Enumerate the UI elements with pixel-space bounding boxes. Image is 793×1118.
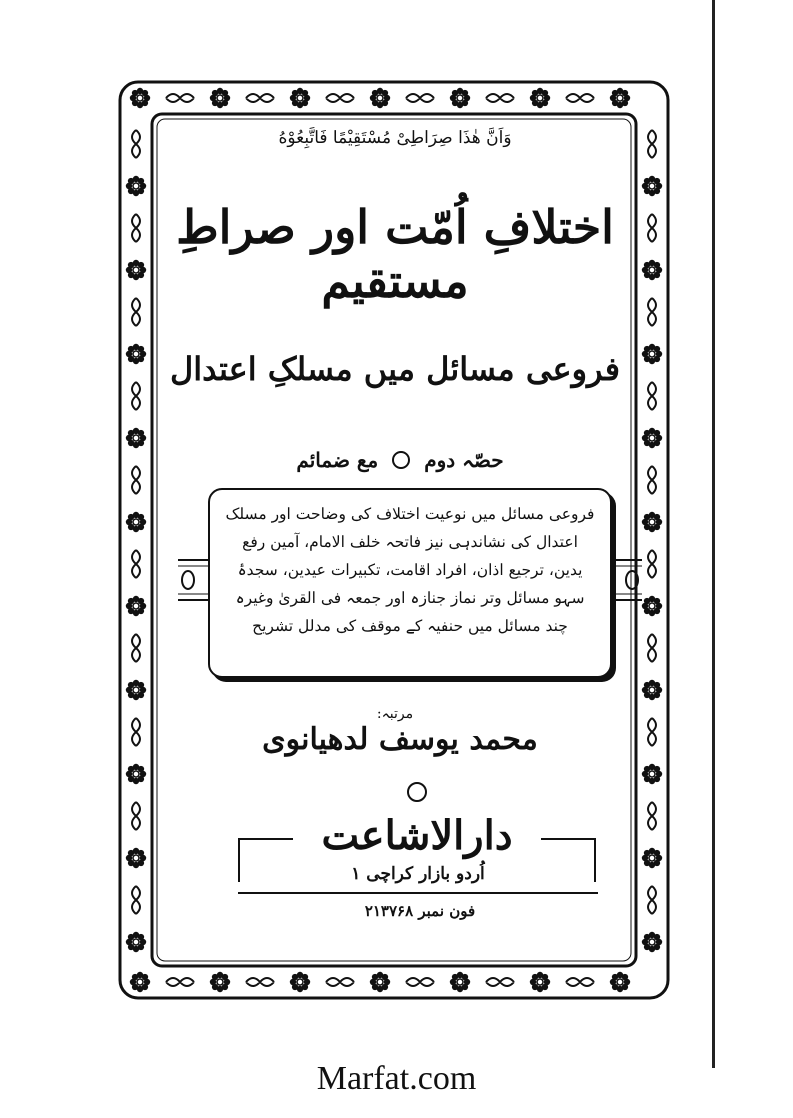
leaf-ornament-icon — [648, 298, 656, 326]
leaf-ornament-icon — [648, 634, 656, 662]
book-subtitle: فروعی مسائل میں مسلکِ اعتدال — [170, 350, 620, 388]
leaf-ornament-icon — [566, 978, 594, 986]
leaf-ornament-icon — [326, 978, 354, 986]
leaf-ornament-icon — [486, 978, 514, 986]
flower-ornament-icon — [290, 972, 310, 992]
watermark-text: Marfat.com — [316, 1060, 477, 1097]
flower-ornament-icon — [370, 972, 390, 992]
leaf-ornament-icon — [132, 214, 140, 242]
flower-ornament-icon — [642, 848, 662, 868]
flower-ornament-icon — [210, 88, 230, 108]
flower-ornament-icon — [530, 88, 550, 108]
publisher-rule-right — [541, 838, 596, 840]
flower-ornament-icon — [126, 764, 146, 784]
flower-ornament-icon — [642, 344, 662, 364]
flower-ornament-icon — [450, 88, 470, 108]
quran-motto: وَاَنَّ هٰذَا صِرَاطِیْ مُسْتَقِیْمًا فَاتَّبِعُوْهُ — [278, 128, 512, 148]
leaf-ornament-icon — [326, 94, 354, 102]
leaf-ornament-icon — [648, 886, 656, 914]
leaf-ornament-icon — [132, 466, 140, 494]
leaf-ornament-icon — [648, 130, 656, 158]
description-text: فروعی مسائل میں نوعیت اختلاف کی وضاحت اور مسلک اعتدال کی نشاندہی نیز فاتحہ خلف الامام، آمین رفع یدین، ترجیع اذان، افراد اقامت، تکبیرات عیدین، سجدۂ سہو مسائل وتر نماز جنازہ اور جمعہ فی القریٰ وغیرہ چند مسائل میں حنفیہ کے موقف کی مدلل تشریح — [225, 505, 595, 635]
leaf-ornament-icon — [166, 94, 194, 102]
part-label: حصّہ دوم — [424, 448, 504, 472]
flower-ornament-icon — [642, 680, 662, 700]
leaf-ornament-icon — [648, 214, 656, 242]
leaf-ornament-icon — [648, 382, 656, 410]
flower-ornament-icon — [370, 88, 390, 108]
leaf-ornament-icon — [132, 718, 140, 746]
flower-ornament-icon — [126, 344, 146, 364]
leaf-ornament-icon — [648, 802, 656, 830]
publisher-name: دارالاشاعت — [321, 812, 513, 859]
compiler-label: مرتبہ: — [376, 706, 414, 722]
leaf-ornament-icon — [132, 886, 140, 914]
flower-ornament-icon — [126, 428, 146, 448]
leaf-ornament-icon — [566, 94, 594, 102]
scan-page-edge — [712, 0, 715, 1068]
circle-divider-icon — [407, 782, 427, 802]
leaf-ornament-icon — [132, 130, 140, 158]
address-underline — [238, 892, 598, 894]
flower-ornament-icon — [530, 972, 550, 992]
flower-ornament-icon — [126, 512, 146, 532]
publisher-address: اُردو بازار کراچی ۱ — [351, 864, 485, 884]
flower-ornament-icon — [290, 88, 310, 108]
leaf-ornament-icon — [132, 298, 140, 326]
leaf-ornament-icon — [166, 978, 194, 986]
author-name: محمد یوسف لدھیانوی — [262, 722, 538, 757]
left-rail-ornament — [178, 552, 208, 608]
flower-ornament-icon — [610, 972, 630, 992]
publisher-block — [238, 808, 596, 864]
leaf-ornament-icon — [132, 550, 140, 578]
flower-ornament-icon — [642, 932, 662, 952]
leaf-ornament-icon — [648, 718, 656, 746]
flower-ornament-icon — [450, 972, 470, 992]
circle-separator-icon — [392, 451, 410, 469]
flower-ornament-icon — [642, 176, 662, 196]
flower-ornament-icon — [210, 972, 230, 992]
flower-ornament-icon — [130, 88, 150, 108]
flower-ornament-icon — [126, 680, 146, 700]
leaf-ornament-icon — [648, 466, 656, 494]
flower-ornament-icon — [610, 88, 630, 108]
leaf-ornament-icon — [132, 382, 140, 410]
leaf-ornament-icon — [406, 978, 434, 986]
flower-ornament-icon — [126, 596, 146, 616]
flower-ornament-icon — [642, 764, 662, 784]
leaf-ornament-icon — [132, 634, 140, 662]
description-box — [208, 488, 612, 678]
flower-ornament-icon — [126, 260, 146, 280]
flower-ornament-icon — [642, 512, 662, 532]
publisher-phone: فون نمبر ۲۱۳۷۶۸ — [364, 902, 476, 920]
flower-ornament-icon — [642, 428, 662, 448]
leaf-ornament-icon — [648, 550, 656, 578]
leaf-ornament-icon — [246, 94, 274, 102]
volume-line — [230, 448, 570, 472]
leaf-ornament-icon — [406, 94, 434, 102]
appendix-label: مع ضمائم — [296, 448, 379, 472]
flower-ornament-icon — [126, 848, 146, 868]
flower-ornament-icon — [130, 972, 150, 992]
flower-ornament-icon — [642, 596, 662, 616]
flower-ornament-icon — [642, 260, 662, 280]
leaf-ornament-icon — [132, 802, 140, 830]
book-title: اختلافِ اُمّت اور صراطِ مستقیم — [176, 200, 614, 308]
flower-ornament-icon — [126, 932, 146, 952]
leaf-ornament-icon — [246, 978, 274, 986]
leaf-ornament-icon — [486, 94, 514, 102]
publisher-rule-left — [238, 838, 293, 840]
flower-ornament-icon — [126, 176, 146, 196]
right-rail-ornament — [610, 552, 642, 608]
